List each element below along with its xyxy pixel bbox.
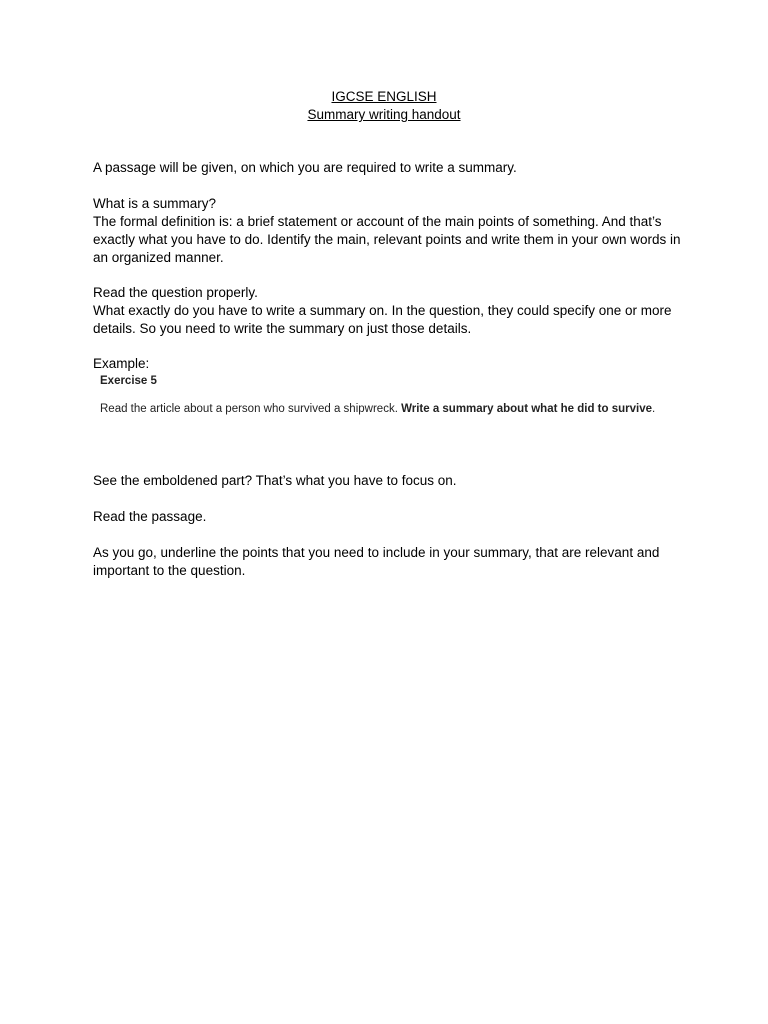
intro-paragraph [93,159,683,177]
intro-text: A passage will be given, on which you are required to write a summary. [93,160,517,175]
exercise-text-end: . [652,403,656,415]
exercise-title: Exercise 5 [100,375,157,387]
what-is-heading: What is a summary? [93,196,217,211]
read-question-text: What exactly do you have to write a summary on. In the question, they could specify one or more details. So you need to write the summary on just those details. [93,303,672,336]
read-question-section [93,284,683,338]
read-question-heading: Read the question properly. [93,285,258,300]
underline-text: As you go, underline the points that you need to include in your summary, that are relevant and important to the question. [93,545,660,578]
example-label: Example: [93,356,150,371]
what-is-text: The formal definition is: a brief statement or account of the main points of something. And that’s exactly what you have to do. Identify the main, relevant points and write them in your own words in an organized manner. [93,214,681,265]
example-label-block [93,355,683,373]
emboldened-paragraph [93,472,683,490]
title-line-2: Summary writing handout [307,107,461,122]
document-title [0,88,768,124]
exercise-text-bold: Write a summary about what he did to survive [401,403,653,415]
emboldened-text: See the emboldened part? That’s what you have to focus on. [93,473,457,488]
title-line-1: IGCSE ENGLISH [331,89,437,104]
underline-paragraph [93,544,683,580]
exercise-instruction [100,402,680,416]
exercise-image [100,374,680,416]
read-passage-text: Read the passage. [93,509,207,524]
exercise-text-plain: Read the article about a person who survived a shipwreck. [100,403,402,415]
what-is-section [93,195,683,267]
read-passage-paragraph [93,508,683,526]
